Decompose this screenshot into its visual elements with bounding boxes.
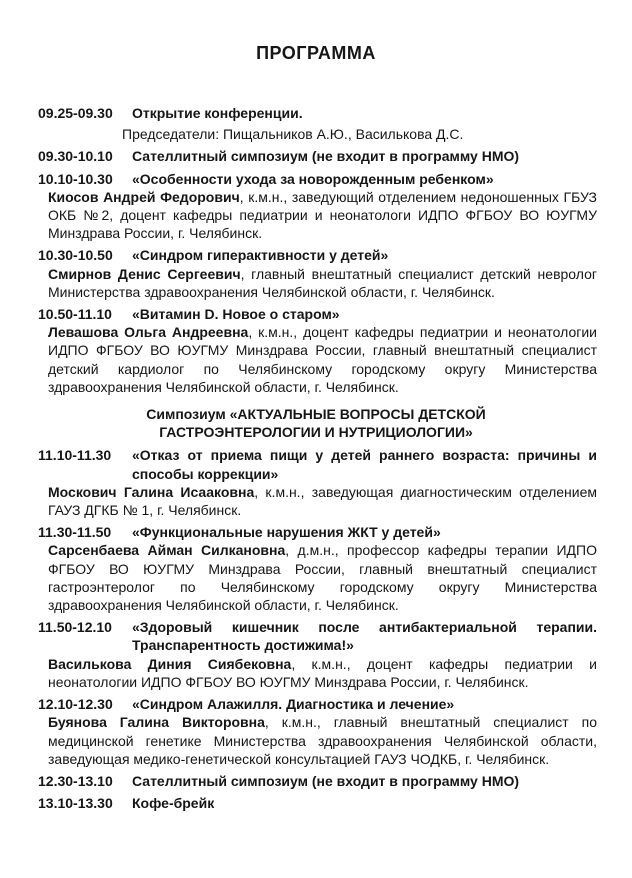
entry-time: 11.50-12.10 [38,619,112,636]
chairs-line: Председатели: Пищальников А.Ю., Василькова Д.С. [122,126,464,143]
symposium-heading: Симпозиум «АКТУАЛЬНЫЕ ВОПРОСЫ ДЕТСКОЙ ГАСТРОЭНТЕРОЛОГИИ И НУТРИЦИОЛОГИИ» [146,406,486,441]
speaker-paragraph [0,265,632,301]
page-title: ПРОГРАММА [256,43,376,63]
speaker-details: , д.м.н., профессор кафедры терапии ИДПО ФГБОУ ВО ЮУГМУ Минздрава России, главный внештатный специалист гастроэнтеролог по Челябинскому городскому округу Министерства здравоохранения Челябинской области, г. Челябинск. [48,542,597,614]
program-entry [0,618,632,691]
entry-title: «Синдром гиперактивности у детей» [132,247,389,264]
program-entry [0,246,632,301]
entry-row [0,305,632,323]
entry-title: «Функциональные нарушения ЖКТ у детей» [132,524,441,541]
speaker-name: Смирнов Денис Сергеевич [48,265,241,282]
entry-row [0,695,632,713]
entry-time: 10.30-10.50 [38,247,113,264]
entry-title: Сателлитный симпозиум (не входит в программу НМО) [132,772,520,789]
speaker-details: , главный внештатный специалист детский невролог Министерства здравоохранения Челябинской области, г. Челябинск. [48,265,597,300]
entry-title: Сателлитный симпозиум (не входит в программу НМО) [132,148,520,165]
entry-title: Кофе-брейк [132,795,215,812]
speaker-paragraph [0,483,632,519]
entry-time: 12.30-13.10 [38,772,113,789]
entry-time: 11.10-11.30 [38,447,112,464]
program-entry [0,446,632,519]
entry-row [0,794,632,812]
entry-title: «Отказ от приема пищи у детей раннего возраста: причины и способы коррекции» [132,447,597,482]
program-entry [0,305,632,396]
speaker-paragraph [0,713,632,768]
program-entry [0,523,632,614]
entry-row [0,618,632,654]
program-entry [0,695,632,768]
entry-row [0,523,632,541]
program-entry [0,170,632,243]
speaker-paragraph [0,323,632,396]
speaker-name: Киосов Андрей Федорович [48,188,240,205]
entry-time: 10.50-11.10 [38,306,112,323]
speaker-paragraph [0,188,632,243]
program-list [0,104,632,812]
entry-title: «Синдром Алажилля. Диагностика и лечение» [132,696,455,713]
speaker-details: , к.м.н., доцент кафедры педиатрии и неонатологии ИДПО ФГБОУ ВО ЮУГМУ Минздрава России, главный внештатный специалист детский кардиолог по Челябинскому городскому округу Министерства здравоохранения Челябинской области, г. Челябинск. [48,324,597,395]
program-entry [0,147,632,165]
entry-row [0,104,632,122]
speaker-name: Левашова Ольга Андреевна [48,324,249,341]
speaker-details: , к.м.н., доцент кафедры педиатрии и неонатологии ИДПО ФГБОУ ВО ЮУГМУ Минздрава России, г. Челябинск. [48,655,597,690]
program-entry [0,104,632,143]
speaker-name: Буянова Галина Викторовна [48,714,265,731]
entry-title: «Витамин D. Новое о старом» [132,306,340,323]
speaker-paragraph [0,655,632,691]
entry-time: 11.30-11.50 [38,524,112,541]
program-entry [0,772,632,790]
entry-time: 09.30-10.10 [38,148,113,165]
entry-row [0,170,632,188]
entry-time: 09.25-09.30 [38,105,113,121]
entry-title: «Особенности ухода за новорожденным ребенком» [132,170,494,187]
speaker-name: Василькова Диния Сиябековна [48,655,292,672]
speaker-name: Москович Галина Исааковна [48,483,255,500]
speaker-paragraph [0,541,632,614]
entry-row [0,446,632,482]
entry-title: Открытие конференции. [132,105,303,121]
entry-time: 13.10-13.30 [38,795,113,812]
speaker-details: , к.м.н., главный внештатный специалист по медицинской генетике Министерства здравоохранения Челябинской области, заведующая медико-генетической консультацией ГАУЗ ЧОДКБ, г. Челябинск. [48,714,597,767]
speaker-details: , к.м.н., заведующая диагностическим отделением ГАУЗ ДГКБ № 1, г. Челябинск. [48,483,598,519]
entry-time: 12.10-12.30 [38,696,113,713]
speaker-name: Сарсенбаева Айман Силкановна [48,542,286,559]
program-entry [0,794,632,812]
speaker-details: , к.м.н., заведующий отделением недоношенных ГБУЗ ОКБ №2, доцент кафедры педиатрии и неонатологи ИДПО ФГБОУ ВО ЮУГМУ Минздрава России, г. Челябинск. [48,188,598,242]
entry-title: «Здоровый кишечник после антибактериальной терапии. Транспарентность достижима!» [132,619,597,654]
entry-row [0,246,632,264]
entry-time: 10.10-10.30 [38,170,113,187]
entry-row [0,147,632,165]
entry-row [0,772,632,790]
